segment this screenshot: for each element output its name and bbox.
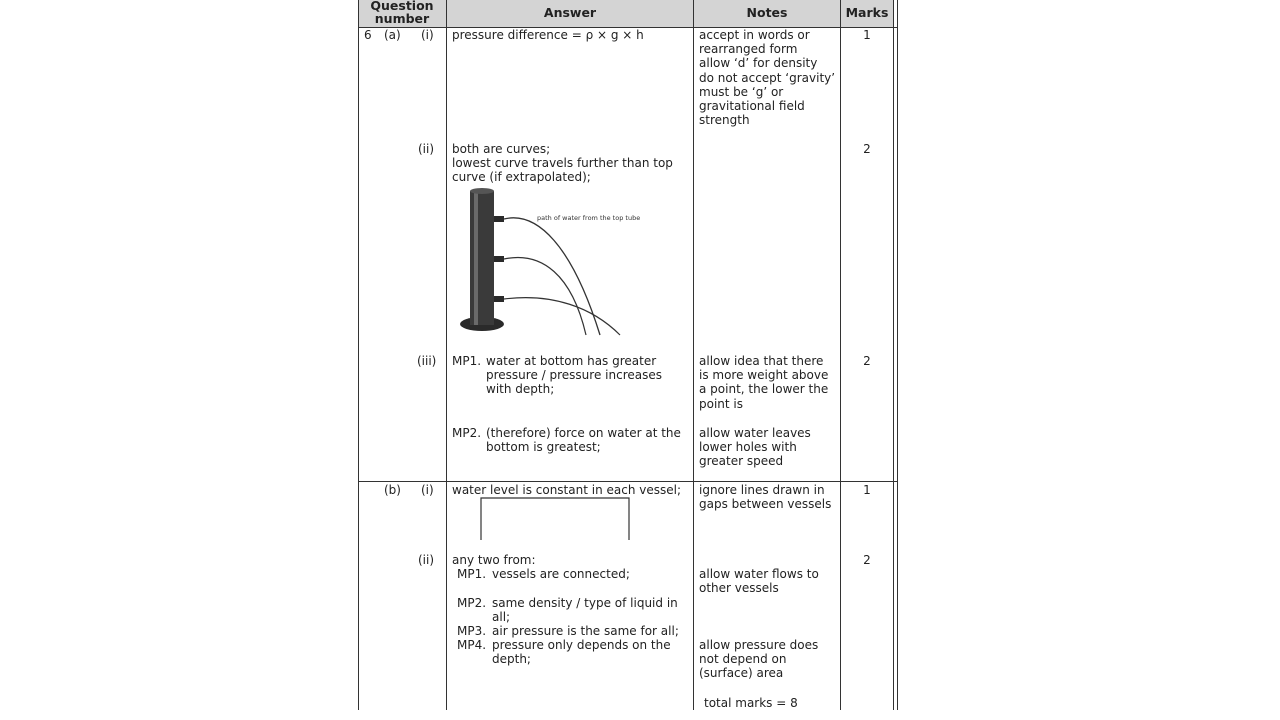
bottom-jet-path xyxy=(504,298,620,335)
b-ii-mp2-text: same density / type of liquid in all; xyxy=(492,596,678,625)
b-i-marks: 1 xyxy=(863,483,871,497)
part-b-divider xyxy=(358,481,898,482)
b-ii-mp4-tag: MP4. xyxy=(457,638,487,652)
a-ii-label: (ii) xyxy=(418,142,435,156)
total-marks: total marks = 8 xyxy=(704,696,798,710)
part-a-label: (a) xyxy=(384,28,401,42)
b-ii-mp1-notes: allow water flows to other vessels xyxy=(699,567,819,596)
tube-highlight xyxy=(474,191,478,325)
header-notes: Notes xyxy=(746,5,788,20)
column-divider-notes xyxy=(693,0,694,710)
b-ii-mp4-notes: allow pressure does not depend on (surface) area xyxy=(699,638,819,681)
b-ii-marks: 2 xyxy=(863,553,871,567)
a-i-notes: accept in words or rearranged form allow ‘d’ for density do not accept ‘gravity’ must be ‘g’ or gravitational field strength xyxy=(699,28,836,128)
b-ii-label: (ii) xyxy=(418,553,435,567)
a-iii-mp1-tag: MP1. xyxy=(452,354,482,368)
b-ii-intro: any two from: xyxy=(452,553,536,567)
a-ii-marks: 2 xyxy=(863,142,871,156)
question-number: 6 xyxy=(364,28,372,42)
a-iii-mp2-notes: allow water leaves lower holes with greater speed xyxy=(699,426,811,469)
diagram-label: path of water from the top tube xyxy=(537,214,641,222)
top-spout xyxy=(494,216,504,222)
header-answer: Answer xyxy=(543,5,597,20)
water-level-diagram xyxy=(476,496,636,542)
b-i-label: (i) xyxy=(421,483,434,497)
a-iii-mp2-tag: MP2. xyxy=(452,426,482,440)
a-ii-answer: both are curves; lowest curve travels further than top curve (if extrapolated); xyxy=(452,142,673,185)
tube-top xyxy=(470,188,494,194)
bottom-spout xyxy=(494,296,504,302)
a-iii-marks: 2 xyxy=(863,354,871,368)
b-ii-mp2-tag: MP2. xyxy=(457,596,487,610)
part-b-label: (b) xyxy=(384,483,401,497)
a-iii-mp2-text: (therefore) force on water at the bottom is greatest; xyxy=(486,426,681,455)
b-ii-mp3-text: air pressure is the same for all; xyxy=(492,624,679,638)
header-question-number: Question number xyxy=(370,0,434,26)
b-ii-mp4-text: pressure only depends on the depth; xyxy=(492,638,671,667)
b-i-answer: water level is constant in each vessel; xyxy=(452,483,681,497)
a-i-marks: 1 xyxy=(863,28,871,42)
b-ii-mp3-tag: MP3. xyxy=(457,624,487,638)
b-i-notes: ignore lines drawn in gaps between vessels xyxy=(699,483,832,512)
b-ii-mp1-tag: MP1. xyxy=(457,567,487,581)
water-level-line xyxy=(481,498,629,540)
water-tube-diagram xyxy=(452,185,688,337)
a-i-answer: pressure difference = ρ × g × h xyxy=(452,28,644,42)
table-right-border-outer xyxy=(897,0,898,710)
a-iii-mp1-notes: allow idea that there is more weight above a point, the lower the point is xyxy=(699,354,829,411)
a-i-label: (i) xyxy=(421,28,434,42)
b-ii-mp1-text: vessels are connected; xyxy=(492,567,630,581)
a-iii-mp1-text: water at bottom has greater pressure / pressure increases with depth; xyxy=(486,354,662,397)
tube-body xyxy=(470,191,494,325)
header-marks: Marks xyxy=(845,5,889,20)
table-right-border xyxy=(893,0,894,710)
a-iii-label: (iii) xyxy=(417,354,437,368)
middle-spout xyxy=(494,256,504,262)
table-left-border xyxy=(358,0,359,710)
top-jet-path xyxy=(504,218,600,335)
column-divider-answer xyxy=(446,0,447,710)
